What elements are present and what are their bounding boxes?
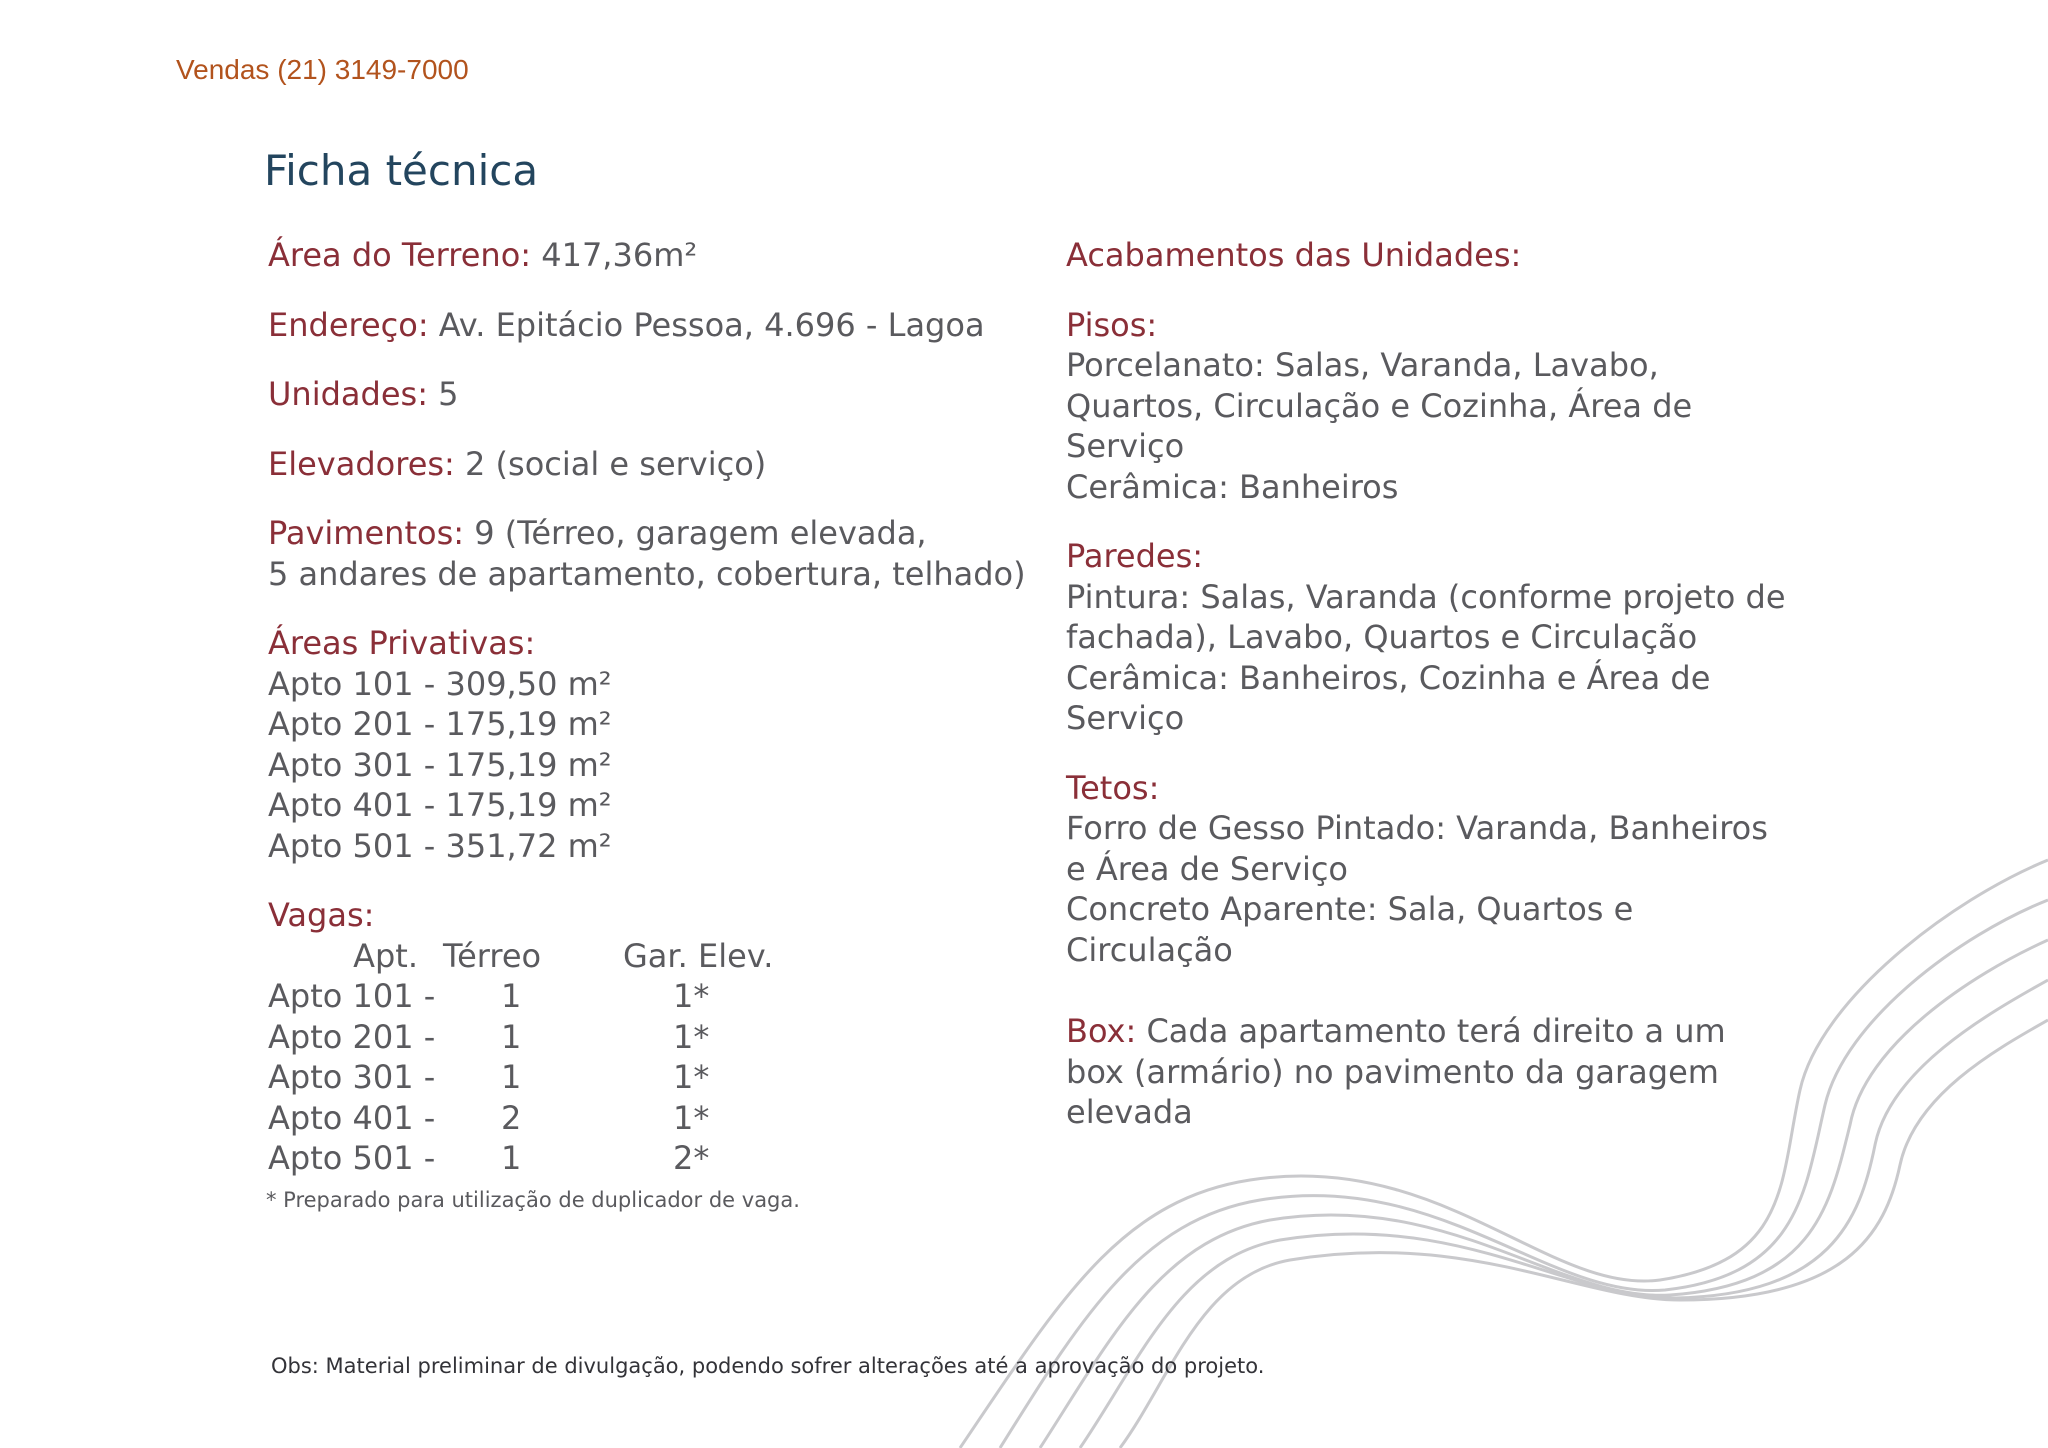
vagas-apt: Apto 301 - xyxy=(268,1058,436,1096)
pavimentos-label: Pavimentos: xyxy=(268,514,465,552)
elevadores-value: 2 (social e serviço) xyxy=(454,444,767,483)
endereco-label: Endereço: xyxy=(268,305,429,344)
vagas-header-row xyxy=(268,936,1068,977)
page-title: Ficha técnica xyxy=(264,146,539,195)
vagas-terreo: 1 xyxy=(501,1058,522,1096)
table-row xyxy=(268,1138,1068,1179)
unidades-value: 5 xyxy=(427,375,459,413)
areas-label: Áreas Privativas: xyxy=(268,624,536,662)
paredes-label: Paredes: xyxy=(1066,537,1204,575)
paredes-item xyxy=(1066,536,1826,739)
tetos-line: e Área de Serviço xyxy=(1066,849,1348,888)
unidades-label: Unidades: xyxy=(268,375,428,413)
area-line: Apto 201 - 175,19 m² xyxy=(268,705,612,743)
vagas-terreo: 1 xyxy=(501,977,522,1015)
box-item xyxy=(1066,1011,1826,1133)
pisos-line: Cerâmica: Banheiros xyxy=(1066,467,1399,506)
pavimentos-item xyxy=(268,513,1068,594)
terreno-item xyxy=(268,235,1068,276)
vagas-header-garagem: Gar. Elev. xyxy=(623,936,774,975)
box-line-2: box (armário) no pavimento da garagem xyxy=(1066,1052,1719,1091)
left-column xyxy=(268,235,1068,1208)
right-column xyxy=(1066,235,1826,1162)
vagas-item xyxy=(268,895,1068,1179)
elevadores-item xyxy=(268,444,1068,485)
endereco-item xyxy=(268,305,1068,346)
vagas-label: Vagas: xyxy=(268,896,375,934)
pavimentos-value-1: 9 (Térreo, garagem elevada, xyxy=(464,514,927,552)
vagas-garagem: 1* xyxy=(673,1017,710,1056)
box-line-1: Cada apartamento terá direito a um xyxy=(1136,1012,1726,1050)
pisos-item xyxy=(1066,305,1826,508)
pisos-line: Serviço xyxy=(1066,427,1185,465)
pavimentos-value-2: 5 andares de apartamento, cobertura, telhado) xyxy=(268,554,1026,593)
endereco-value: Av. Epitácio Pessoa, 4.696 - Lagoa xyxy=(428,305,985,344)
area-line: Apto 401 - 175,19 m² xyxy=(268,786,612,824)
terreno-label: Área do Terreno: xyxy=(268,236,532,274)
pisos-label: Pisos: xyxy=(1066,305,1158,344)
tetos-line: Circulação xyxy=(1066,930,1233,969)
paredes-line: Serviço xyxy=(1066,699,1185,737)
vagas-garagem: 1* xyxy=(673,1098,710,1137)
vagas-terreo: 1 xyxy=(501,1017,522,1056)
paredes-line: fachada), Lavabo, Quartos e Circulação xyxy=(1066,618,1698,656)
paredes-line: Pintura: Salas, Varanda (conforme projeto de xyxy=(1066,577,1786,616)
area-line: Apto 501 - 351,72 m² xyxy=(268,826,612,865)
box-label: Box: xyxy=(1066,1012,1137,1050)
vagas-apt: Apto 101 - xyxy=(268,977,436,1015)
areas-privativas-item xyxy=(268,623,1068,866)
pisos-line: Quartos, Circulação e Cozinha, Área de xyxy=(1066,386,1693,425)
vagas-apt: Apto 401 - xyxy=(268,1098,436,1137)
vagas-garagem: 1* xyxy=(673,977,710,1015)
table-row xyxy=(268,1098,1068,1139)
vagas-terreo: 1 xyxy=(501,1139,522,1177)
table-row xyxy=(268,976,1068,1017)
sales-phone: Vendas (21) 3149-7000 xyxy=(176,54,469,85)
vagas-apt: Apto 201 - xyxy=(268,1017,436,1056)
tetos-item xyxy=(1066,768,1826,971)
area-line: Apto 301 - 175,19 m² xyxy=(268,745,612,784)
box-line-3: elevada xyxy=(1066,1093,1193,1131)
paredes-line: Cerâmica: Banheiros, Cozinha e Área de xyxy=(1066,658,1711,697)
table-row xyxy=(268,1057,1068,1098)
terreno-value: 417,36m² xyxy=(531,236,698,274)
pisos-line: Porcelanato: Salas, Varanda, Lavabo, xyxy=(1066,346,1659,384)
tetos-line: Concreto Aparente: Sala, Quartos e xyxy=(1066,890,1634,928)
tetos-line: Forro de Gesso Pintado: Varanda, Banheiros xyxy=(1066,809,1768,847)
vagas-header-apt: Apt. xyxy=(353,936,418,975)
elevadores-label: Elevadores: xyxy=(268,444,455,483)
acabamentos-label: Acabamentos das Unidades: xyxy=(1066,236,1522,274)
area-line: Apto 101 - 309,50 m² xyxy=(268,664,612,703)
tetos-label: Tetos: xyxy=(1066,768,1160,807)
unidades-item xyxy=(268,374,1068,415)
vagas-garagem: 2* xyxy=(673,1139,710,1177)
vagas-terreo: 2 xyxy=(501,1098,522,1137)
vagas-footnote: * Preparado para utilização de duplicador de vaga. xyxy=(266,1188,800,1212)
table-row xyxy=(268,1017,1068,1058)
vagas-header-terreo: Térreo xyxy=(443,936,542,975)
acabamentos-heading-item xyxy=(1066,235,1826,276)
vagas-apt: Apto 501 - xyxy=(268,1139,436,1177)
vagas-garagem: 1* xyxy=(673,1058,710,1096)
disclaimer-note: Obs: Material preliminar de divulgação, podendo sofrer alterações até a aprovação do projeto. xyxy=(271,1354,1265,1378)
